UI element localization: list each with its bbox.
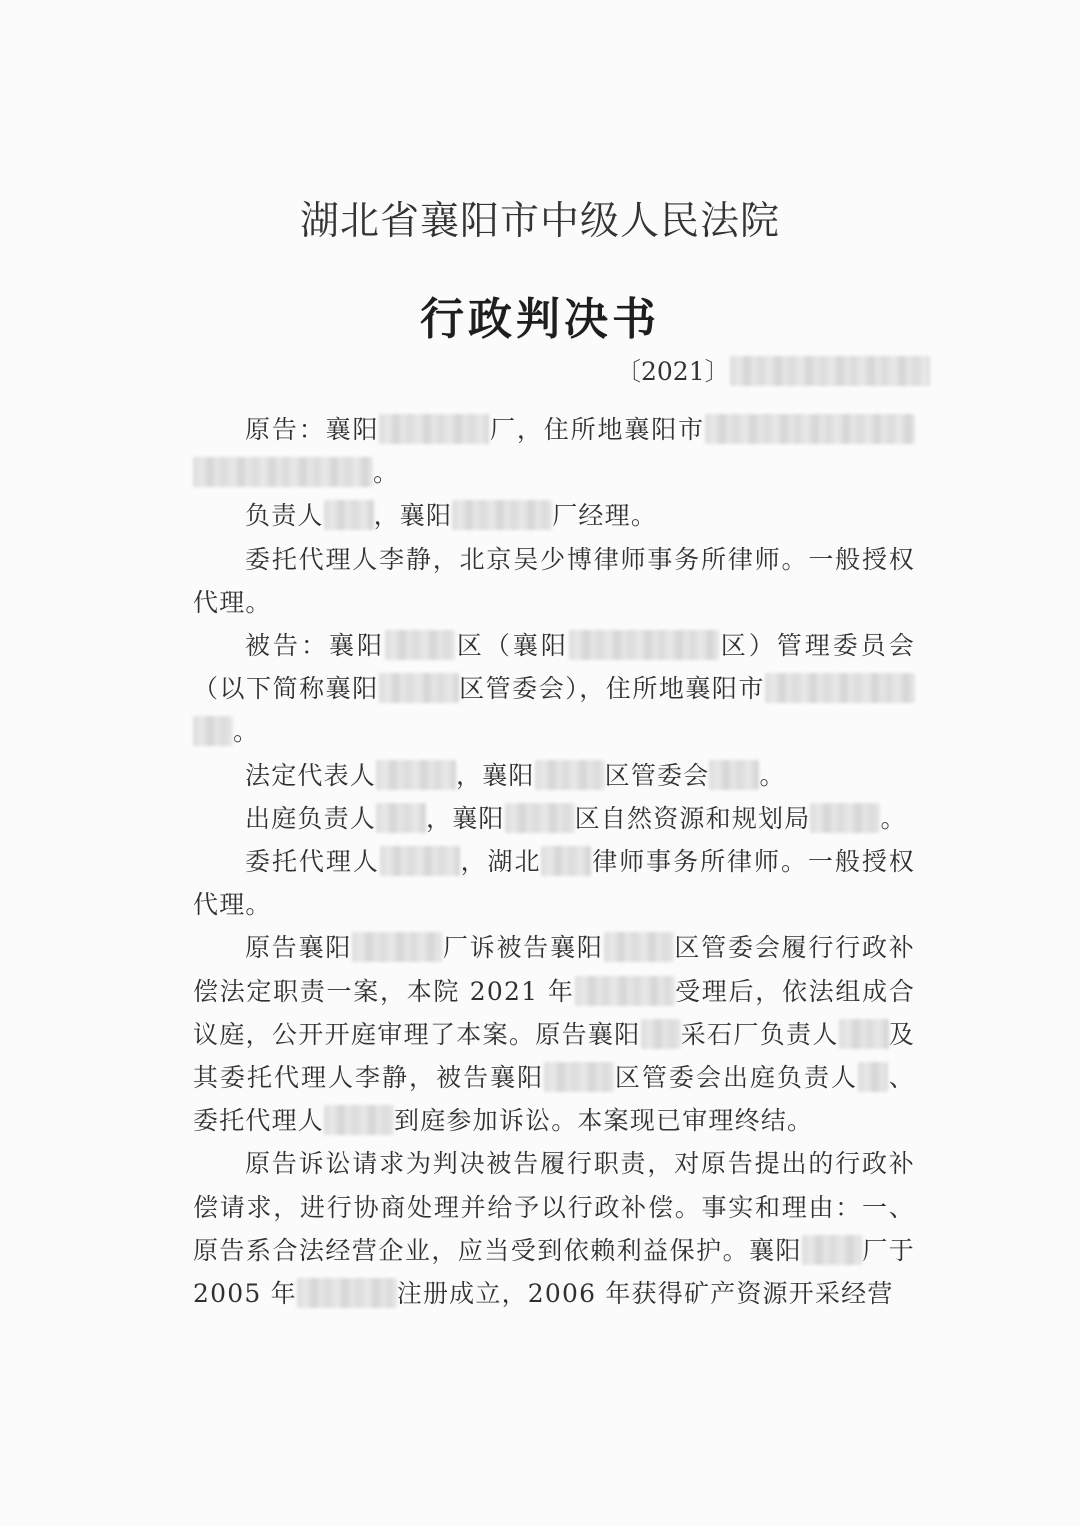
paragraph-plaintiff-agent bbox=[193, 538, 915, 624]
redacted-text bbox=[385, 630, 455, 660]
text-segment: 采石厂负责人 bbox=[680, 1019, 839, 1049]
text-segment: 区）管理委员会（以下简称襄阳 bbox=[193, 631, 915, 704]
redacted-text bbox=[376, 803, 426, 833]
text-segment: 负责人 bbox=[245, 501, 324, 531]
text-segment: 区自然资源和规划局 bbox=[574, 803, 811, 833]
redacted-text bbox=[810, 803, 880, 833]
text-segment: 律师事务所律师。一般授权代理。 bbox=[193, 847, 915, 920]
text-segment: 厂经理。 bbox=[552, 501, 658, 531]
case-number-prefix: 〔2021〕 bbox=[616, 357, 730, 386]
redacted-text bbox=[839, 1019, 889, 1049]
redacted-case-number bbox=[730, 356, 930, 386]
text-segment: 法定代表人 bbox=[245, 760, 377, 790]
paragraph-plaintiff-representative bbox=[193, 494, 915, 537]
paragraph-defendant bbox=[193, 624, 915, 754]
redacted-text bbox=[765, 673, 915, 703]
text-segment: 。 bbox=[373, 458, 400, 488]
redacted-text bbox=[705, 414, 915, 444]
court-name: 湖北省襄阳市中级人民法院 bbox=[299, 199, 780, 244]
redacted-text bbox=[505, 803, 575, 833]
text-segment: ，襄阳 bbox=[456, 760, 535, 790]
case-number bbox=[616, 352, 930, 388]
text-segment: 厂于 2005 年 bbox=[193, 1235, 915, 1309]
paragraph-case-summary bbox=[193, 926, 915, 1142]
paragraph-defendant-agent bbox=[193, 840, 915, 926]
redacted-text bbox=[193, 716, 233, 746]
redacted-text bbox=[376, 760, 456, 790]
redacted-text bbox=[709, 760, 759, 790]
document-title: 行政判决书 bbox=[420, 294, 660, 345]
text-segment: 区（襄阳 bbox=[455, 631, 569, 661]
redacted-text bbox=[541, 846, 591, 876]
text-segment: 区管委会 bbox=[604, 760, 710, 790]
text-segment: 。 bbox=[880, 803, 907, 833]
text-segment: 、委托代理人 bbox=[193, 1063, 915, 1136]
paragraph-claims bbox=[193, 1142, 915, 1315]
redacted-text bbox=[380, 846, 460, 876]
text-segment: 及其委托代理人李静，被告襄阳 bbox=[193, 1019, 915, 1093]
text-segment: 区管委会出庭负责人 bbox=[614, 1063, 858, 1093]
text-segment: 被告：襄阳 bbox=[245, 631, 386, 661]
text-segment: 原告：襄阳 bbox=[245, 415, 380, 444]
text-segment: 区管委会），住所地襄阳市 bbox=[458, 674, 765, 704]
paragraph-legal-representative bbox=[193, 754, 915, 797]
redacted-text bbox=[535, 760, 605, 790]
redacted-text bbox=[452, 500, 552, 530]
text-segment: 注册成立，2006 年获得矿产资源开采经营 bbox=[396, 1279, 894, 1309]
redacted-text bbox=[297, 1278, 397, 1308]
redacted-text bbox=[193, 457, 373, 487]
redacted-text bbox=[544, 1062, 614, 1092]
redacted-text bbox=[324, 1105, 394, 1135]
text-segment: 厂诉被告襄阳 bbox=[442, 933, 604, 963]
redacted-text bbox=[324, 500, 374, 530]
text-segment: 原告诉讼请求为判决被告履行职责，对原告提出的行政补偿请求，进行协商处理并给予以行政补偿。事实和理由：一、原告系合法经营企业，应当受到依赖利益保护。襄阳 bbox=[193, 1149, 915, 1265]
text-segment: 委托代理人 bbox=[245, 847, 380, 877]
paragraph-plaintiff bbox=[193, 408, 915, 494]
redacted-text bbox=[858, 1062, 888, 1092]
text-segment: 委托代理人李静，北京吴少博律师事务所律师。一般授权代理。 bbox=[193, 544, 915, 617]
text-segment: ，湖北 bbox=[459, 847, 542, 877]
redacted-text bbox=[604, 932, 674, 962]
text-segment: ，襄阳 bbox=[426, 803, 505, 833]
text-segment: ，襄阳 bbox=[373, 501, 453, 531]
text-segment: 厂，住所地襄阳市 bbox=[489, 415, 705, 444]
text-segment: 受理后，依法组成合议庭，公开开庭审理了本案。原告襄阳 bbox=[193, 976, 915, 1049]
redacted-text bbox=[379, 673, 459, 703]
text-segment: 原告襄阳 bbox=[245, 933, 353, 963]
text-segment: 出庭负责人 bbox=[245, 803, 377, 833]
redacted-text bbox=[575, 976, 675, 1006]
redacted-text bbox=[352, 932, 442, 962]
redacted-text bbox=[641, 1019, 681, 1049]
text-segment: 。 bbox=[759, 760, 786, 790]
text-segment: 。 bbox=[233, 717, 260, 747]
paragraph-court-appearance bbox=[193, 797, 915, 840]
judgment-body bbox=[193, 408, 915, 1315]
text-segment: 到庭参加诉讼。本案现已审理终结。 bbox=[394, 1106, 814, 1136]
redacted-text bbox=[802, 1235, 862, 1265]
redacted-text bbox=[569, 630, 719, 660]
text-segment: 区管委会履行行政补偿法定职责一案，本院 2021 年 bbox=[193, 933, 915, 1006]
redacted-text bbox=[379, 414, 489, 444]
